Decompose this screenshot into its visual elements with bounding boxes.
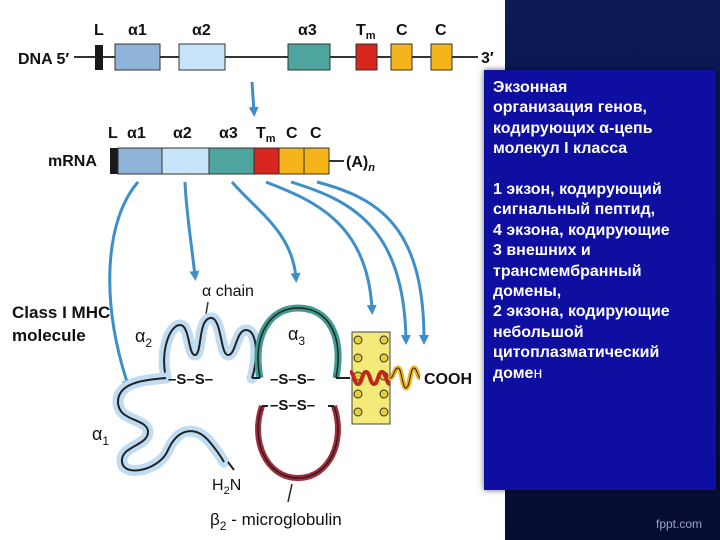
dna-row	[18, 22, 494, 70]
disulfide-bond-alpha2: –S–S–	[168, 371, 214, 388]
caption-line: 2 экзона, кодирующие	[493, 303, 670, 321]
caption-line: молекул I класса	[493, 140, 628, 158]
mrna-label: mRNA	[48, 153, 97, 170]
h2n-label: $H_2N$	[212, 477, 242, 497]
dna-exon-label-alpha2: α2	[192, 22, 211, 39]
caption-last-bold: доме	[493, 364, 534, 382]
dna-exon-alpha3	[288, 44, 330, 70]
caption-line: цитоплазматический	[493, 344, 660, 362]
caption-line: небольшой	[493, 323, 584, 341]
alpha1-domain	[118, 378, 224, 471]
mrna-exon-label-tm: $T_m$	[256, 125, 276, 145]
mrna-exon-alpha1	[118, 148, 162, 174]
mrna-exon-label-alpha1: α1	[127, 125, 146, 142]
arrow-alpha3	[232, 182, 296, 278]
caption-line: 3 внешних и	[493, 242, 591, 260]
alpha-chain-pointer	[206, 302, 208, 314]
caption-text	[493, 78, 713, 384]
mrna-exon-label-c1: C	[286, 125, 298, 142]
mrna-row	[48, 125, 375, 174]
alpha1-label: $\alpha_1$	[92, 424, 110, 448]
disulfide-bond-b2m: –S–S–	[270, 397, 316, 414]
dna-exon-c2	[431, 44, 452, 70]
dna-exon-label-l: L	[94, 22, 104, 39]
arrow-alpha1	[110, 182, 138, 385]
mrna-exon-label-alpha3: α3	[219, 125, 238, 142]
caption-line: домены,	[493, 283, 562, 301]
disulfide-bond-alpha3: –S–S–	[270, 371, 316, 388]
caption-line: сигнальный пептид,	[493, 201, 656, 219]
caption-last-normal: н	[533, 364, 543, 382]
molecule-title-line1: Class I MHC	[12, 303, 111, 322]
dna-3prime-label: 3′	[481, 50, 494, 67]
dna-exon-label-alpha3: α3	[298, 22, 317, 39]
n-terminus-line	[228, 462, 234, 470]
arrow-alpha2	[185, 182, 195, 276]
dna-label: DNA 5′	[18, 51, 70, 68]
dna-exon-tm	[356, 44, 377, 70]
molecule-title-line2: molecule	[12, 326, 86, 345]
arrow-tm	[266, 182, 372, 310]
mrna-exon-tm	[254, 148, 279, 174]
b2-microglobulin-domain	[258, 406, 338, 478]
b2-microglobulin-label: $\beta_2$ - microglobulin	[210, 510, 342, 533]
b2m-pointer	[288, 484, 292, 502]
mrna-exon-label-alpha2: α2	[173, 125, 192, 142]
dna-exon-label-alpha1: α1	[128, 22, 147, 39]
dna-exon-alpha2	[179, 44, 225, 70]
mrna-polya-tail: $(A)_n$	[346, 154, 375, 174]
caption-line: 1 экзон, кодирующий	[493, 181, 662, 199]
caption-line: кодирующих α-цепь	[493, 119, 653, 137]
mrna-exon-c1	[279, 148, 304, 174]
caption-line: трансмембранный	[493, 262, 642, 280]
alpha2-domain	[164, 318, 256, 378]
mrna-exon-leader	[110, 148, 118, 174]
arrow-c1	[291, 182, 406, 340]
alpha3-label: $\alpha_3$	[288, 324, 306, 348]
dna-exon-leader	[95, 45, 103, 70]
alpha2-label: $\alpha_2$	[135, 326, 153, 350]
caption-last-line	[493, 364, 713, 384]
caption-line: организация генов,	[493, 99, 647, 117]
transcription-arrow	[252, 82, 254, 112]
caption-line: 4 экзона, кодирующие	[493, 221, 670, 239]
mrna-exon-label-c2: C	[310, 125, 322, 142]
mrna-exon-alpha2	[162, 148, 209, 174]
mrna-exon-alpha3	[209, 148, 254, 174]
cooh-label: COOH	[424, 371, 472, 388]
dna-exon-c1	[391, 44, 412, 70]
dna-exon-label-tm: $T_m$	[356, 22, 376, 42]
alpha-chain-label: α chain	[202, 283, 254, 300]
mrna-exon-label-l: L	[108, 125, 118, 142]
dna-exon-alpha1	[115, 44, 160, 70]
caption-blank-line	[493, 160, 713, 180]
arrow-c2	[317, 182, 424, 340]
watermark: fppt.com	[656, 517, 703, 531]
caption-line: Экзонная	[493, 79, 568, 96]
dna-exon-label-c1: C	[396, 22, 408, 39]
dna-exon-label-c2: C	[435, 22, 447, 39]
mrna-exon-c2	[304, 148, 329, 174]
mhc-molecule	[12, 283, 472, 533]
